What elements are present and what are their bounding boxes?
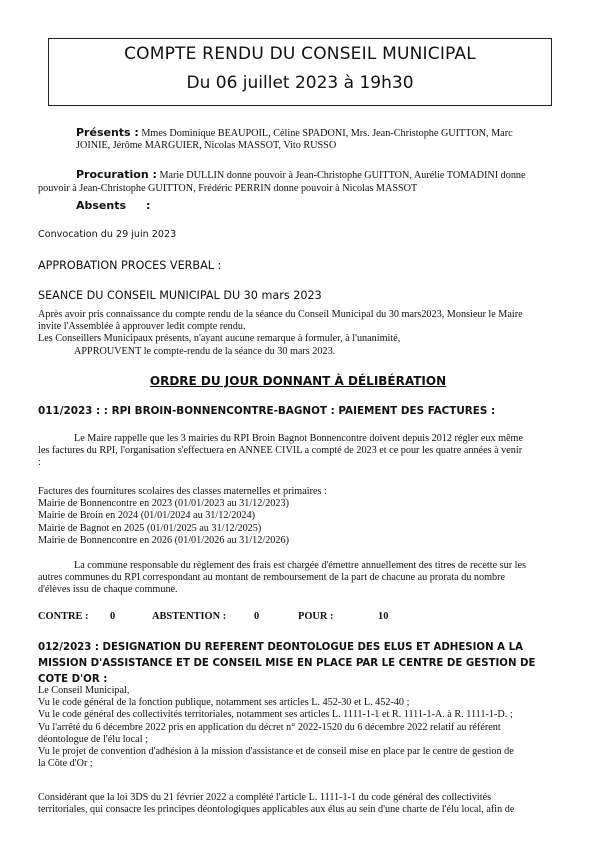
- seance-body-line-4: APPROUVENT le compte-rendu de la séance du 30 mars 2023.: [74, 345, 336, 357]
- vote-pour-value: 10: [378, 611, 389, 622]
- item-011-paragraph-2: [38, 560, 560, 597]
- item-012-visas: [38, 685, 560, 770]
- list-item: déontologue de l'élu local ;: [38, 733, 148, 745]
- vote-abstention-label: ABSTENTION :: [152, 611, 227, 622]
- document-title-box: [48, 38, 552, 106]
- document-title: COMPTE RENDU DU CONSEIL MUNICIPAL: [124, 44, 476, 64]
- item-011-para2-line-3: d'élèves issu de chaque commune.: [38, 584, 178, 596]
- item-011-heading: 011/2023 : : RPI BROIN-BONNENCONTRE-BAGNOT : PAIEMENT DES FACTURES :: [38, 405, 496, 417]
- presents-line-1: Mmes Dominique BEAUPOIL, Céline SPADONI, Mrs. Jean-Christophe GUITTON, Marc: [141, 128, 513, 139]
- list-item: Le Conseil Municipal,: [38, 685, 130, 696]
- list-item: Mairie de Bonnencontre en 2026 (01/01/2026 au 31/12/2026): [38, 534, 289, 546]
- seance-body-line-3: Les Conseillers Municipaux présents, n'ayant aucune remarque à formuler, à l'unanimité,: [38, 333, 401, 345]
- procuration-label: Procuration :: [76, 168, 157, 181]
- approbation-heading: APPROBATION PROCES VERBAL :: [38, 259, 222, 272]
- list-item: Vu le projet de convention d'adhésion à la mission d'assistance et de conseil mise en place par le centre de gestion de: [38, 746, 514, 758]
- list-item: Vu le code général des collectivités territoriales, notamment ses articles L. 1111-1-1 et R. 1111-1-A. à R. 1111-1-D. ;: [38, 709, 513, 721]
- list-item: Mairie de Bonnencontre en 2023 (01/01/2023 au 31/12/2023): [38, 498, 289, 510]
- vote-contre-value: 0: [110, 611, 116, 622]
- procuration-line-1: Marie DULLIN donne pouvoir à Jean-Christophe GUITTON, Aurélie TOMADINI donne: [159, 170, 526, 181]
- item-011-para1-line-3: :: [38, 457, 41, 469]
- considerant-line-1: Considérant que la loi 3DS du 21 février 2022 a complété l'article L. 1111-1-1 du code général des collectivités: [38, 792, 492, 803]
- list-item: Mairie de Broin en 2024 (01/01/2024 au 31/12/2024): [38, 510, 256, 522]
- vote-contre-label: CONTRE :: [38, 611, 89, 622]
- procuration-line-2: pouvoir à Jean-Christophe GUITTON, Frédéric PERRIN donne pouvoir à Nicolas MASSOT: [38, 183, 418, 194]
- item-011-para2-line-2: autres communes du RPI correspondant au montant de remboursement de la part de chacune au prorata du nombre: [38, 572, 506, 584]
- item-011-list-intro: Factures des fournitures scolaires des classes maternelles et primaires :: [38, 486, 327, 497]
- item-012-heading: [38, 640, 564, 688]
- ordre-du-jour-heading: ORDRE DU JOUR DONNANT À DÉLIBÉRATION: [149, 374, 447, 388]
- list-item: Mairie de Bagnot en 2025 (01/01/2025 au 31/12/2025): [38, 522, 262, 534]
- item-012-considerant: [38, 792, 560, 816]
- item-011-paragraph-1: [38, 433, 560, 470]
- presents-block: [76, 127, 566, 152]
- item-011-invoice-list: [38, 486, 560, 547]
- seance-heading: SEANCE DU CONSEIL MUNICIPAL DU 30 mars 2023: [38, 289, 322, 302]
- absents-label: Absents: [76, 199, 127, 212]
- item-011-para1-line-1: Le Maire rappelle que les 3 mairies du RPI Broin Bagnot Bonnencontre doivent depuis 2012 régler eux même: [74, 433, 523, 444]
- item-012-heading-line-1: 012/2023 : DESIGNATION DU REFERENT DEONTOLOGUE DES ELUS ET ADHESION A LA: [38, 642, 523, 653]
- absents-colon: :: [146, 199, 151, 212]
- procuration-block: [76, 169, 566, 182]
- vote-abstention-value: 0: [254, 611, 260, 622]
- seance-body-line-1: Après avoir pris connaissance du compte rendu de la séance du Conseil Municipal du 30 mars2023, Monsieur le Maire: [38, 309, 523, 320]
- list-item: la Côte d'Or ;: [38, 758, 93, 770]
- presents-label: Présents :: [76, 126, 139, 139]
- seance-body-line-2: invite l'Assemblée à approuver ledit compte rendu.: [38, 321, 246, 333]
- considerant-line-2: territoriales, qui consacre les principes déontologiques applicables aux élus au sein d'une charte de l'élu local, afin de: [38, 804, 515, 816]
- presents-line-2: JOINIE, Jérôme MARGUIER, Nicolas MASSOT, Vito RUSSO: [76, 140, 337, 152]
- list-item: Vu le code général de la fonction publique, notamment ses articles L. 452-30 et L. 452-40 ;: [38, 697, 410, 709]
- item-011-para1-line-2: les factures du RPI, l'organisation s'effectuera en ANNEE CIVIL a compté de 2023 et ce pour les quatre années à venir: [38, 445, 523, 457]
- vote-pour-label: POUR :: [298, 611, 334, 622]
- item-012-heading-line-3: COTE D'OR :: [38, 674, 108, 685]
- item-011-para2-line-1: La commune responsable du règlement des frais est chargée d'émettre annuellement des titres de recette sur les: [74, 560, 526, 571]
- seance-body: [38, 309, 560, 358]
- item-012-heading-line-2: MISSION D'ASSISTANCE ET DE CONSEIL MISE EN PLACE PAR LE CENTRE DE GESTION DE: [38, 658, 536, 669]
- list-item: Vu l'arrêté du 6 décembre 2022 pris en application du décret n° 2022-1520 du 6 décembre 2022 relatif au référent: [38, 721, 501, 733]
- meeting-date: Du 06 juillet 2023 à 19h30: [186, 73, 414, 93]
- convocation-date: Convocation du 29 juin 2023: [38, 229, 177, 240]
